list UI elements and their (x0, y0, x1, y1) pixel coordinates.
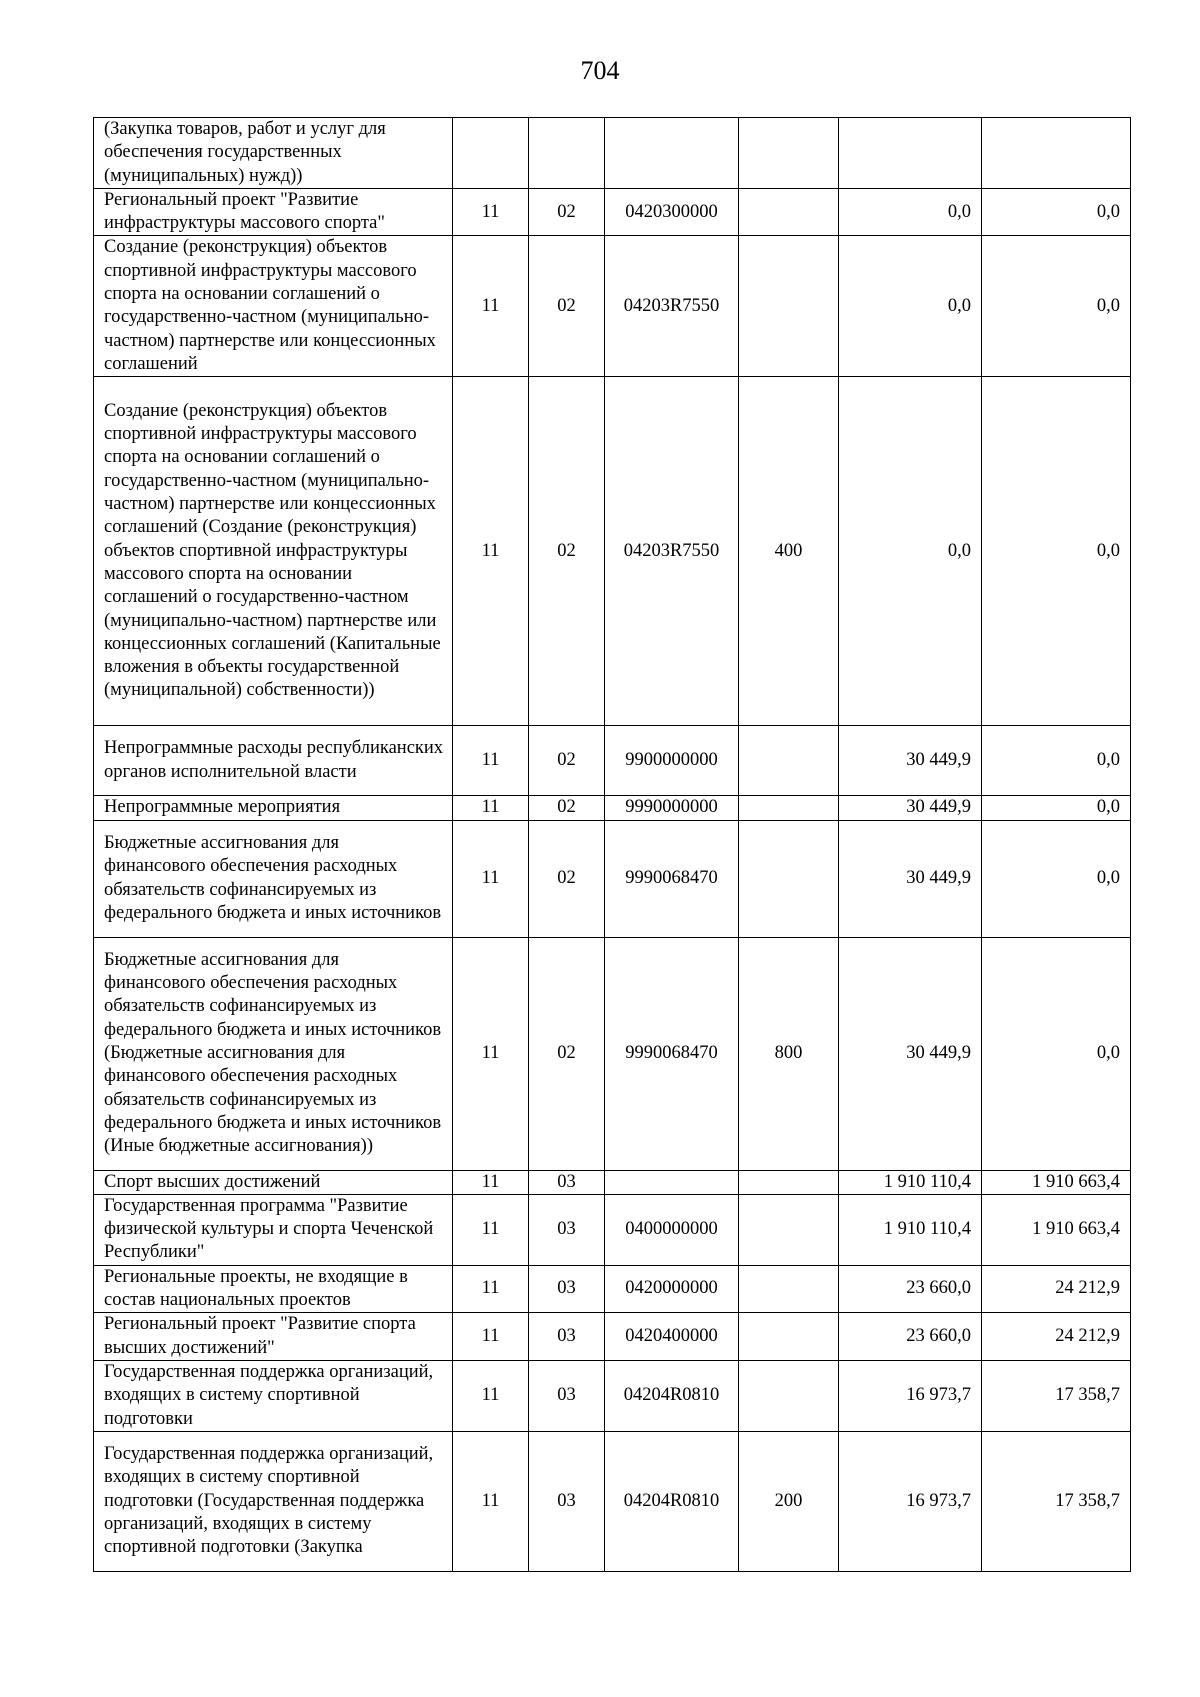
row-subsection-code-cell: 03 (529, 1265, 605, 1313)
row-subsection-code-cell (529, 118, 605, 189)
row-amount-year2-cell: 24 212,9 (982, 1313, 1131, 1361)
row-name-cell: Непрограммные мероприятия (94, 796, 453, 820)
row-amount-year1-cell: 30 449,9 (839, 726, 982, 796)
row-expense-type-cell (739, 820, 839, 937)
table-row (94, 1313, 1131, 1361)
row-section-code-cell: 11 (453, 1170, 529, 1194)
row-amount-year2-cell: 1 910 663,4 (982, 1194, 1131, 1265)
row-amount-year1-cell: 30 449,9 (839, 796, 982, 820)
row-subsection-code-cell: 02 (529, 820, 605, 937)
row-amount-year2-cell: 0,0 (982, 820, 1131, 937)
row-target-article-cell: 9990068470 (605, 937, 739, 1170)
row-amount-year2-cell: 0,0 (982, 726, 1131, 796)
row-section-code-cell: 11 (453, 820, 529, 937)
row-subsection-code-cell: 02 (529, 937, 605, 1170)
row-amount-year1-cell: 16 973,7 (839, 1431, 982, 1571)
row-target-article-cell: 0400000000 (605, 1194, 739, 1265)
table-row (94, 796, 1131, 820)
table-row (94, 726, 1131, 796)
row-amount-year1-cell: 16 973,7 (839, 1360, 982, 1431)
budget-table-body (94, 118, 1131, 1572)
row-expense-type-cell (739, 726, 839, 796)
row-subsection-code-cell: 02 (529, 726, 605, 796)
row-section-code-cell: 11 (453, 1313, 529, 1361)
row-section-code-cell: 11 (453, 1194, 529, 1265)
row-amount-year1-cell: 0,0 (839, 236, 982, 377)
row-target-article-cell (605, 118, 739, 189)
row-amount-year1-cell: 0,0 (839, 377, 982, 726)
row-name-cell: Бюджетные ассигнования для финансового обеспечения расходных обязательств софинансируемых из федерального бюджета и иных источников (Бюджетные ассигнования для финансового обеспечения расходных обязательств софинансируемых из федерального бюджета и иных источников (Иные бюджетные ассигнования)) (94, 937, 453, 1170)
row-section-code-cell: 11 (453, 1265, 529, 1313)
table-row (94, 1194, 1131, 1265)
row-expense-type-cell: 400 (739, 377, 839, 726)
row-expense-type-cell (739, 118, 839, 189)
row-section-code-cell: 11 (453, 377, 529, 726)
row-name-cell: Создание (реконструкция) объектов спортивной инфраструктуры массового спорта на основании соглашений о государственно-частном (муниципально-частном) партнерстве или концессионных соглашений (Создание (реконструкция) объектов спортивной инфраструктуры массового спорта на основании соглашений о государственно-частном (муниципально-частном) партнерстве или концессионных соглашений (Капитальные вложения в объекты государственной (муниципальной) собственности)) (94, 377, 453, 726)
row-name-cell: Создание (реконструкция) объектов спортивной инфраструктуры массового спорта на основании соглашений о государственно-частном (муниципально-частном) партнерстве или концессионных соглашений (94, 236, 453, 377)
row-amount-year1-cell: 30 449,9 (839, 820, 982, 937)
row-amount-year2-cell: 17 358,7 (982, 1360, 1131, 1431)
row-amount-year2-cell: 17 358,7 (982, 1431, 1131, 1571)
row-subsection-code-cell: 03 (529, 1170, 605, 1194)
row-section-code-cell: 11 (453, 236, 529, 377)
row-expense-type-cell (739, 1265, 839, 1313)
row-expense-type-cell (739, 1360, 839, 1431)
row-subsection-code-cell: 03 (529, 1431, 605, 1571)
row-amount-year1-cell: 23 660,0 (839, 1313, 982, 1361)
table-row (94, 937, 1131, 1170)
table-row (94, 1265, 1131, 1313)
row-name-cell: Бюджетные ассигнования для финансового обеспечения расходных обязательств софинансируемых из федерального бюджета и иных источников (94, 820, 453, 937)
row-expense-type-cell (739, 188, 839, 236)
row-name-cell: Государственная программа "Развитие физической культуры и спорта Чеченской Республики" (94, 1194, 453, 1265)
row-target-article-cell: 0420400000 (605, 1313, 739, 1361)
row-subsection-code-cell: 02 (529, 188, 605, 236)
row-name-cell: Региональный проект "Развитие инфраструктуры массового спорта" (94, 188, 453, 236)
table-row (94, 820, 1131, 937)
table-row (94, 118, 1131, 189)
row-target-article-cell: 9990068470 (605, 820, 739, 937)
row-subsection-code-cell: 03 (529, 1194, 605, 1265)
row-amount-year1-cell: 23 660,0 (839, 1265, 982, 1313)
row-subsection-code-cell: 03 (529, 1360, 605, 1431)
row-amount-year2-cell (982, 118, 1131, 189)
row-subsection-code-cell: 02 (529, 377, 605, 726)
row-amount-year2-cell: 0,0 (982, 236, 1131, 377)
row-name-cell: Государственная поддержка организаций, входящих в систему спортивной подготовки (94, 1360, 453, 1431)
row-section-code-cell: 11 (453, 726, 529, 796)
budget-table (93, 117, 1131, 1572)
row-amount-year2-cell: 24 212,9 (982, 1265, 1131, 1313)
row-name-cell: Непрограммные расходы республиканских органов исполнительной власти (94, 726, 453, 796)
row-subsection-code-cell: 02 (529, 236, 605, 377)
table-row (94, 1170, 1131, 1194)
row-expense-type-cell (739, 1170, 839, 1194)
row-target-article-cell: 04203R7550 (605, 377, 739, 726)
row-target-article-cell: 9990000000 (605, 796, 739, 820)
table-row (94, 188, 1131, 236)
page-number: 704 (580, 56, 620, 85)
row-target-article-cell: 04203R7550 (605, 236, 739, 377)
row-amount-year2-cell: 0,0 (982, 937, 1131, 1170)
row-amount-year1-cell: 0,0 (839, 188, 982, 236)
table-row (94, 377, 1131, 726)
row-amount-year1-cell (839, 118, 982, 189)
row-subsection-code-cell: 03 (529, 1313, 605, 1361)
row-expense-type-cell (739, 1194, 839, 1265)
row-expense-type-cell (739, 236, 839, 377)
row-amount-year2-cell: 0,0 (982, 796, 1131, 820)
row-expense-type-cell (739, 1313, 839, 1361)
row-target-article-cell: 0420300000 (605, 188, 739, 236)
row-target-article-cell: 04204R0810 (605, 1431, 739, 1571)
row-amount-year2-cell: 1 910 663,4 (982, 1170, 1131, 1194)
table-row (94, 1431, 1131, 1571)
row-expense-type-cell: 200 (739, 1431, 839, 1571)
row-target-article-cell (605, 1170, 739, 1194)
row-section-code-cell (453, 118, 529, 189)
row-amount-year1-cell: 1 910 110,4 (839, 1170, 982, 1194)
row-expense-type-cell: 800 (739, 937, 839, 1170)
row-name-cell: Государственная поддержка организаций, входящих в систему спортивной подготовки (Государственная поддержка организаций, входящих в систему спортивной подготовки (Закупка (94, 1431, 453, 1571)
row-subsection-code-cell: 02 (529, 796, 605, 820)
row-section-code-cell: 11 (453, 1360, 529, 1431)
row-section-code-cell: 11 (453, 796, 529, 820)
row-section-code-cell: 11 (453, 1431, 529, 1571)
row-target-article-cell: 0420000000 (605, 1265, 739, 1313)
table-row (94, 1360, 1131, 1431)
row-name-cell: Региональный проект "Развитие спорта высших достижений" (94, 1313, 453, 1361)
row-amount-year2-cell: 0,0 (982, 377, 1131, 726)
table-row (94, 236, 1131, 377)
row-section-code-cell: 11 (453, 937, 529, 1170)
row-name-cell: (Закупка товаров, работ и услуг для обеспечения государственных (муниципальных) нужд)) (94, 118, 453, 189)
row-expense-type-cell (739, 796, 839, 820)
row-target-article-cell: 9900000000 (605, 726, 739, 796)
row-section-code-cell: 11 (453, 188, 529, 236)
row-amount-year1-cell: 1 910 110,4 (839, 1194, 982, 1265)
row-name-cell: Спорт высших достижений (94, 1170, 453, 1194)
row-name-cell: Региональные проекты, не входящие в состав национальных проектов (94, 1265, 453, 1313)
row-amount-year2-cell: 0,0 (982, 188, 1131, 236)
row-target-article-cell: 04204R0810 (605, 1360, 739, 1431)
row-amount-year1-cell: 30 449,9 (839, 937, 982, 1170)
